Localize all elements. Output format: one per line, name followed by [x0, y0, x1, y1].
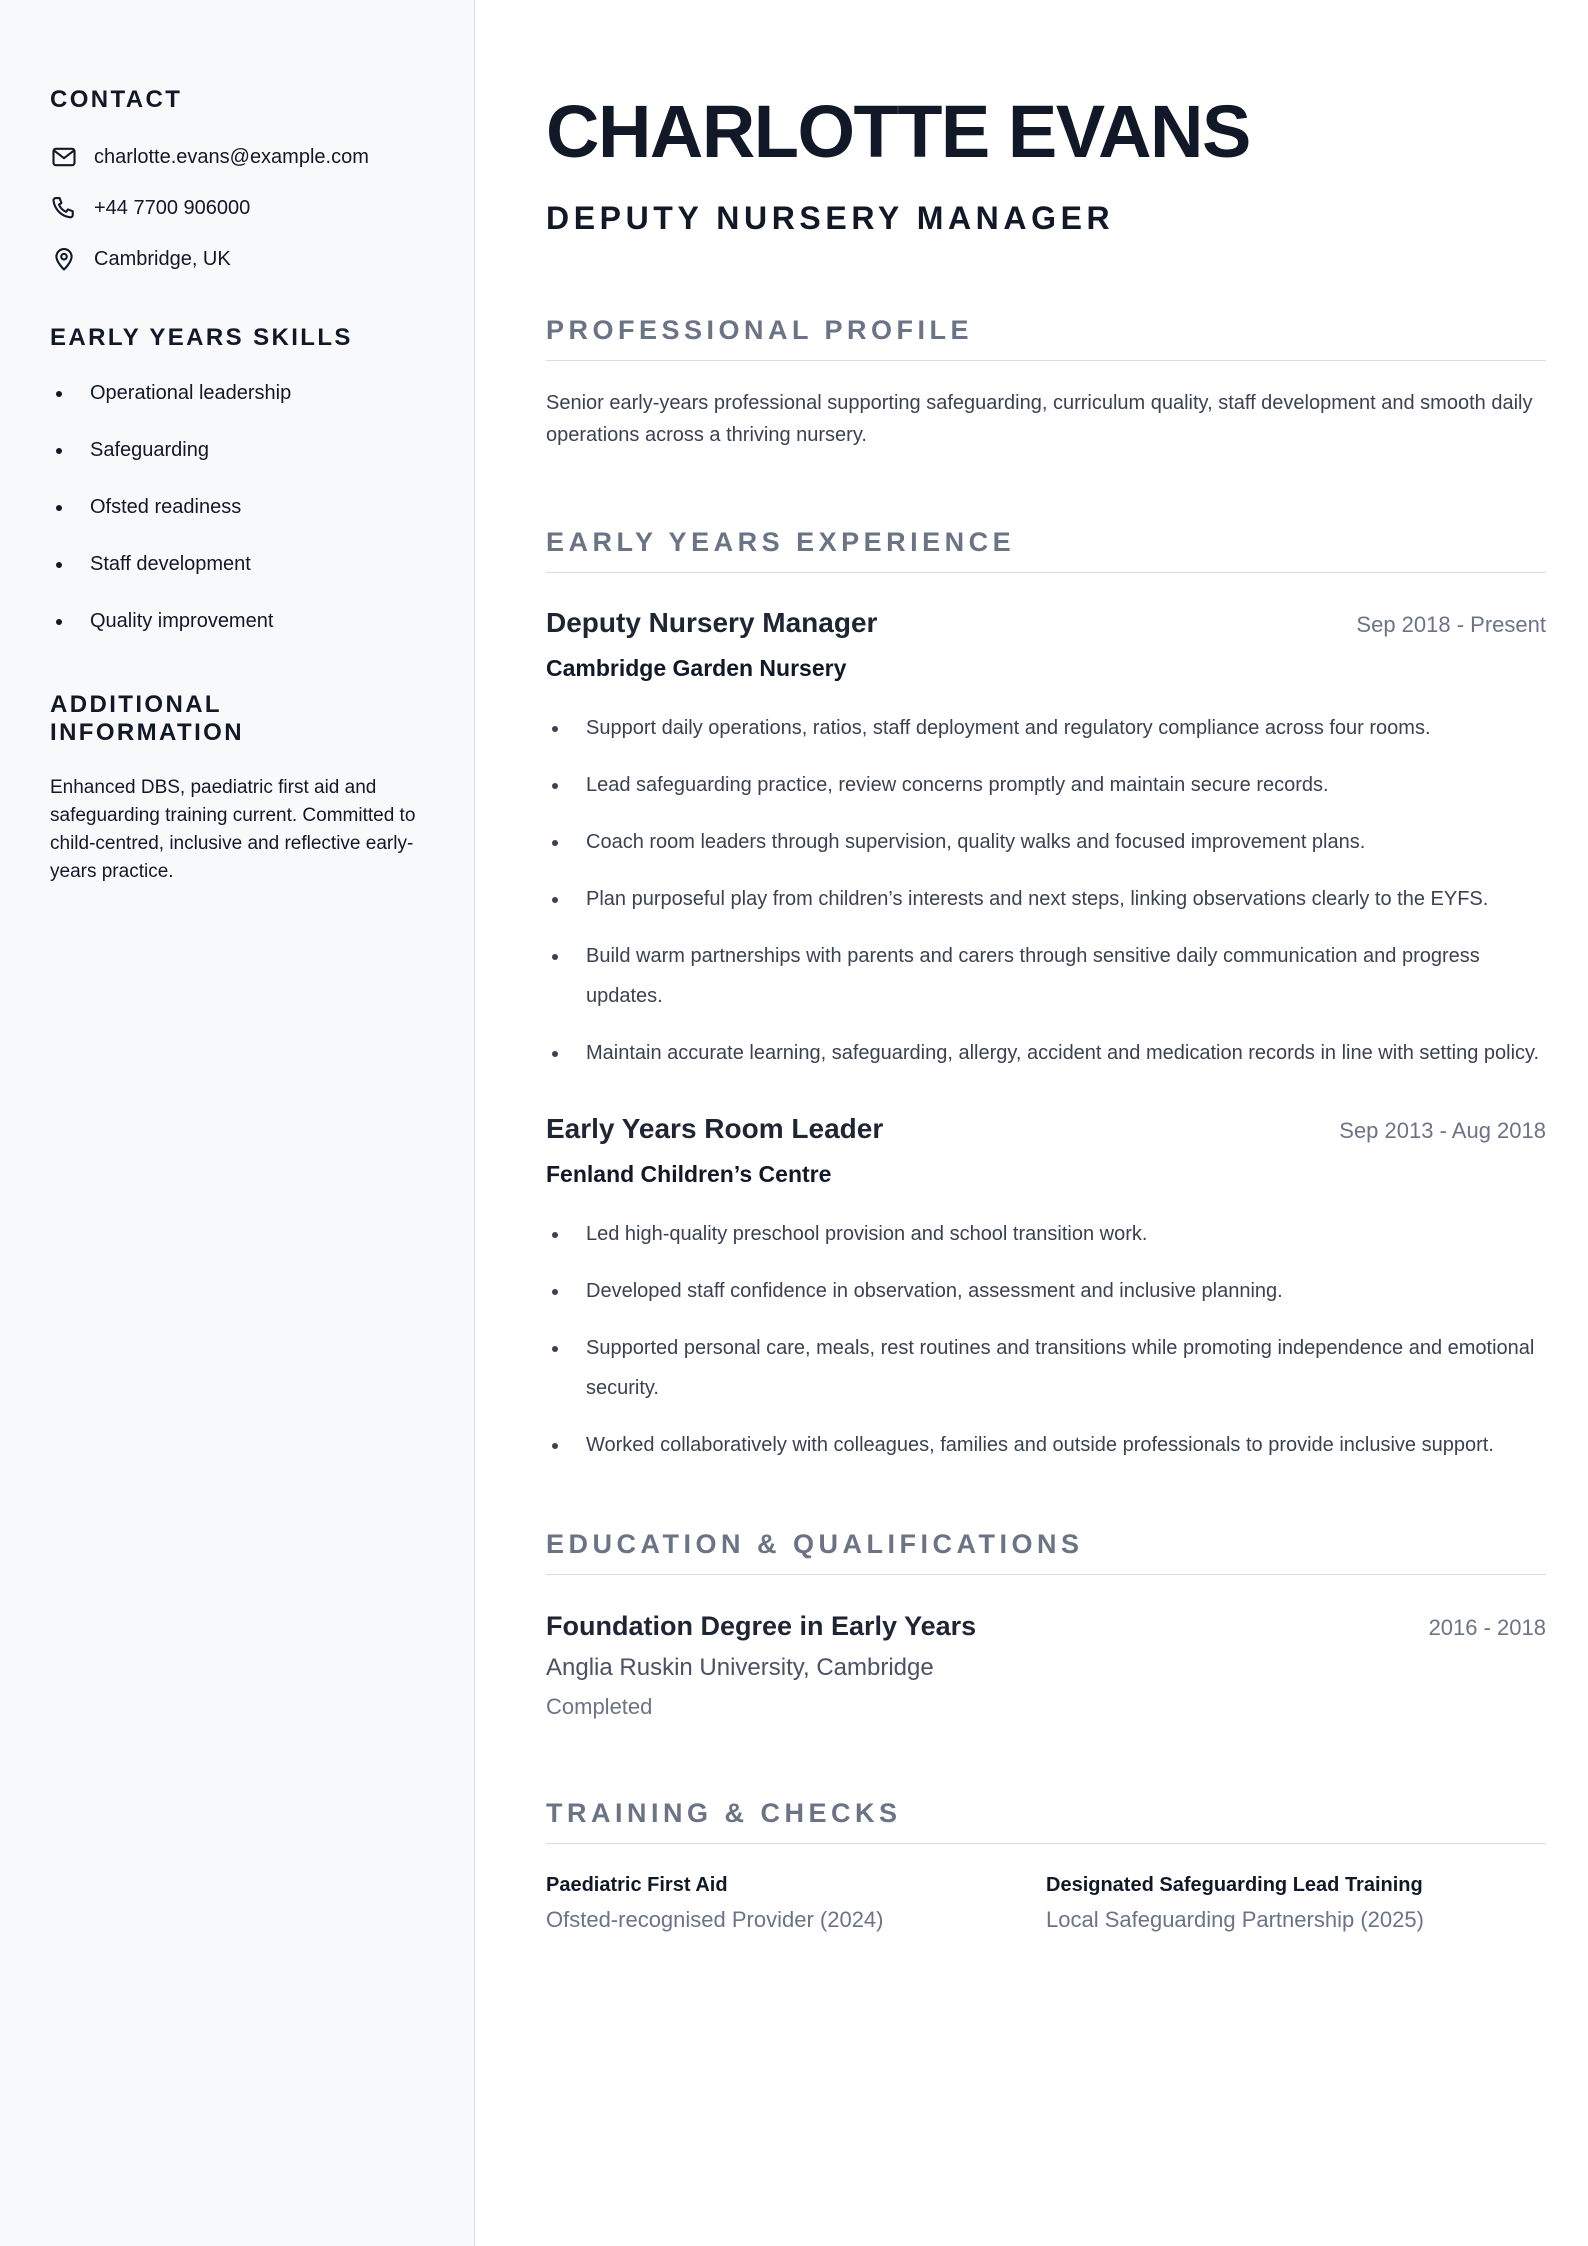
- job-bullets: [546, 1214, 1546, 1465]
- experience-heading: EARLY YEARS EXPERIENCE: [546, 527, 1546, 573]
- list-item: Maintain accurate learning, safeguarding, allergy, accident and medication records in line with setting policy.: [546, 1033, 1546, 1073]
- phone-text: +44 7700 906000: [94, 196, 251, 219]
- degree-title: Foundation Degree in Early Years: [546, 1611, 977, 1641]
- additional-info-heading: ADDITIONAL INFORMATION: [50, 691, 244, 746]
- list-item: Plan purposeful play from children’s interests and next steps, linking observations clearly to the EYFS.: [546, 879, 1546, 919]
- job-role: Deputy Nursery Manager: [546, 607, 878, 638]
- list-item: Lead safeguarding practice, review concerns promptly and maintain secure records.: [546, 765, 1546, 805]
- phone-icon: [50, 194, 78, 222]
- job-entry: [546, 1113, 1546, 1465]
- skills-list: [50, 378, 424, 636]
- education-header: [546, 1611, 1546, 1642]
- list-item: Developed staff confidence in observation, assessment and inclusive planning.: [546, 1271, 1546, 1311]
- list-item: Coach room leaders through supervision, quality walks and focused improvement plans.: [546, 822, 1546, 862]
- contact-heading: CONTACT: [50, 86, 183, 113]
- list-item: Worked collaboratively with colleagues, families and outside professionals to provide inclusive support.: [546, 1425, 1546, 1465]
- sidebar: [0, 0, 475, 2246]
- profile-section: [546, 315, 1546, 451]
- profile-text: Senior early-years professional supporting safeguarding, curriculum quality, staff development and smooth daily operations across a thriving nursery.: [546, 392, 1533, 446]
- skills-heading: EARLY YEARS SKILLS: [50, 324, 353, 351]
- contact-phone[interactable]: [50, 193, 424, 223]
- training-provider: Local Safeguarding Partnership (2025): [1046, 1907, 1424, 1932]
- location-pin-icon: [50, 245, 78, 273]
- skill-item: Ofsted readiness: [50, 492, 424, 522]
- education-heading: EDUCATION & QUALIFICATIONS: [546, 1529, 1546, 1575]
- job-role: Early Years Room Leader: [546, 1113, 884, 1144]
- additional-info-text: Enhanced DBS, paediatric first aid and safeguarding training current. Committed to child-centred, inclusive and reflective early-years practice.: [50, 777, 416, 882]
- job-header: [546, 1113, 1546, 1145]
- contact-list: [50, 142, 424, 274]
- job-entry: [546, 607, 1546, 1073]
- job-header: [546, 607, 1546, 639]
- training-section: [546, 1798, 1546, 1933]
- skill-item: Staff development: [50, 549, 424, 579]
- job-organisation: Cambridge Garden Nursery: [546, 655, 847, 681]
- job-bullets: [546, 708, 1546, 1073]
- main-content: [475, 0, 1588, 2246]
- training-provider: Ofsted-recognised Provider (2024): [546, 1907, 884, 1932]
- profile-heading: PROFESSIONAL PROFILE: [546, 315, 1546, 361]
- training-name: Designated Safeguarding Lead Training: [1046, 1874, 1423, 1896]
- candidate-title: DEPUTY NURSERY MANAGER: [546, 200, 1115, 236]
- job-dates: Sep 2018 - Present: [1356, 612, 1546, 637]
- training-name: Paediatric First Aid: [546, 1874, 728, 1896]
- experience-section: [546, 527, 1546, 1465]
- education-status: Completed: [546, 1694, 653, 1719]
- contact-location: [50, 244, 424, 274]
- training-item: [546, 1874, 1046, 1933]
- job-organisation: Fenland Children’s Centre: [546, 1161, 832, 1187]
- education-entry: [546, 1611, 1546, 1720]
- training-item: [1046, 1874, 1546, 1933]
- skill-item: Safeguarding: [50, 435, 424, 465]
- mail-icon: [50, 143, 78, 171]
- email-text: charlotte.evans@example.com: [94, 145, 369, 168]
- candidate-name: CHARLOTTE EVANS: [546, 90, 1250, 173]
- location-text: Cambridge, UK: [94, 247, 231, 270]
- list-item: Led high-quality preschool provision and school transition work.: [546, 1214, 1546, 1254]
- contact-email[interactable]: [50, 142, 424, 172]
- job-dates: Sep 2013 - Aug 2018: [1339, 1118, 1546, 1143]
- list-item: Supported personal care, meals, rest routines and transitions while promoting independence and emotional security.: [546, 1328, 1546, 1408]
- education-section: [546, 1529, 1546, 1720]
- education-dates: 2016 - 2018: [1428, 1615, 1546, 1640]
- skill-item: Quality improvement: [50, 606, 424, 636]
- training-heading: TRAINING & CHECKS: [546, 1798, 1546, 1844]
- list-item: Support daily operations, ratios, staff deployment and regulatory compliance across four rooms.: [546, 708, 1546, 748]
- training-grid: [546, 1874, 1546, 1933]
- skill-item: Operational leadership: [50, 378, 424, 408]
- list-item: Build warm partnerships with parents and carers through sensitive daily communication and progress updates.: [546, 936, 1546, 1016]
- institution: Anglia Ruskin University, Cambridge: [546, 1654, 934, 1681]
